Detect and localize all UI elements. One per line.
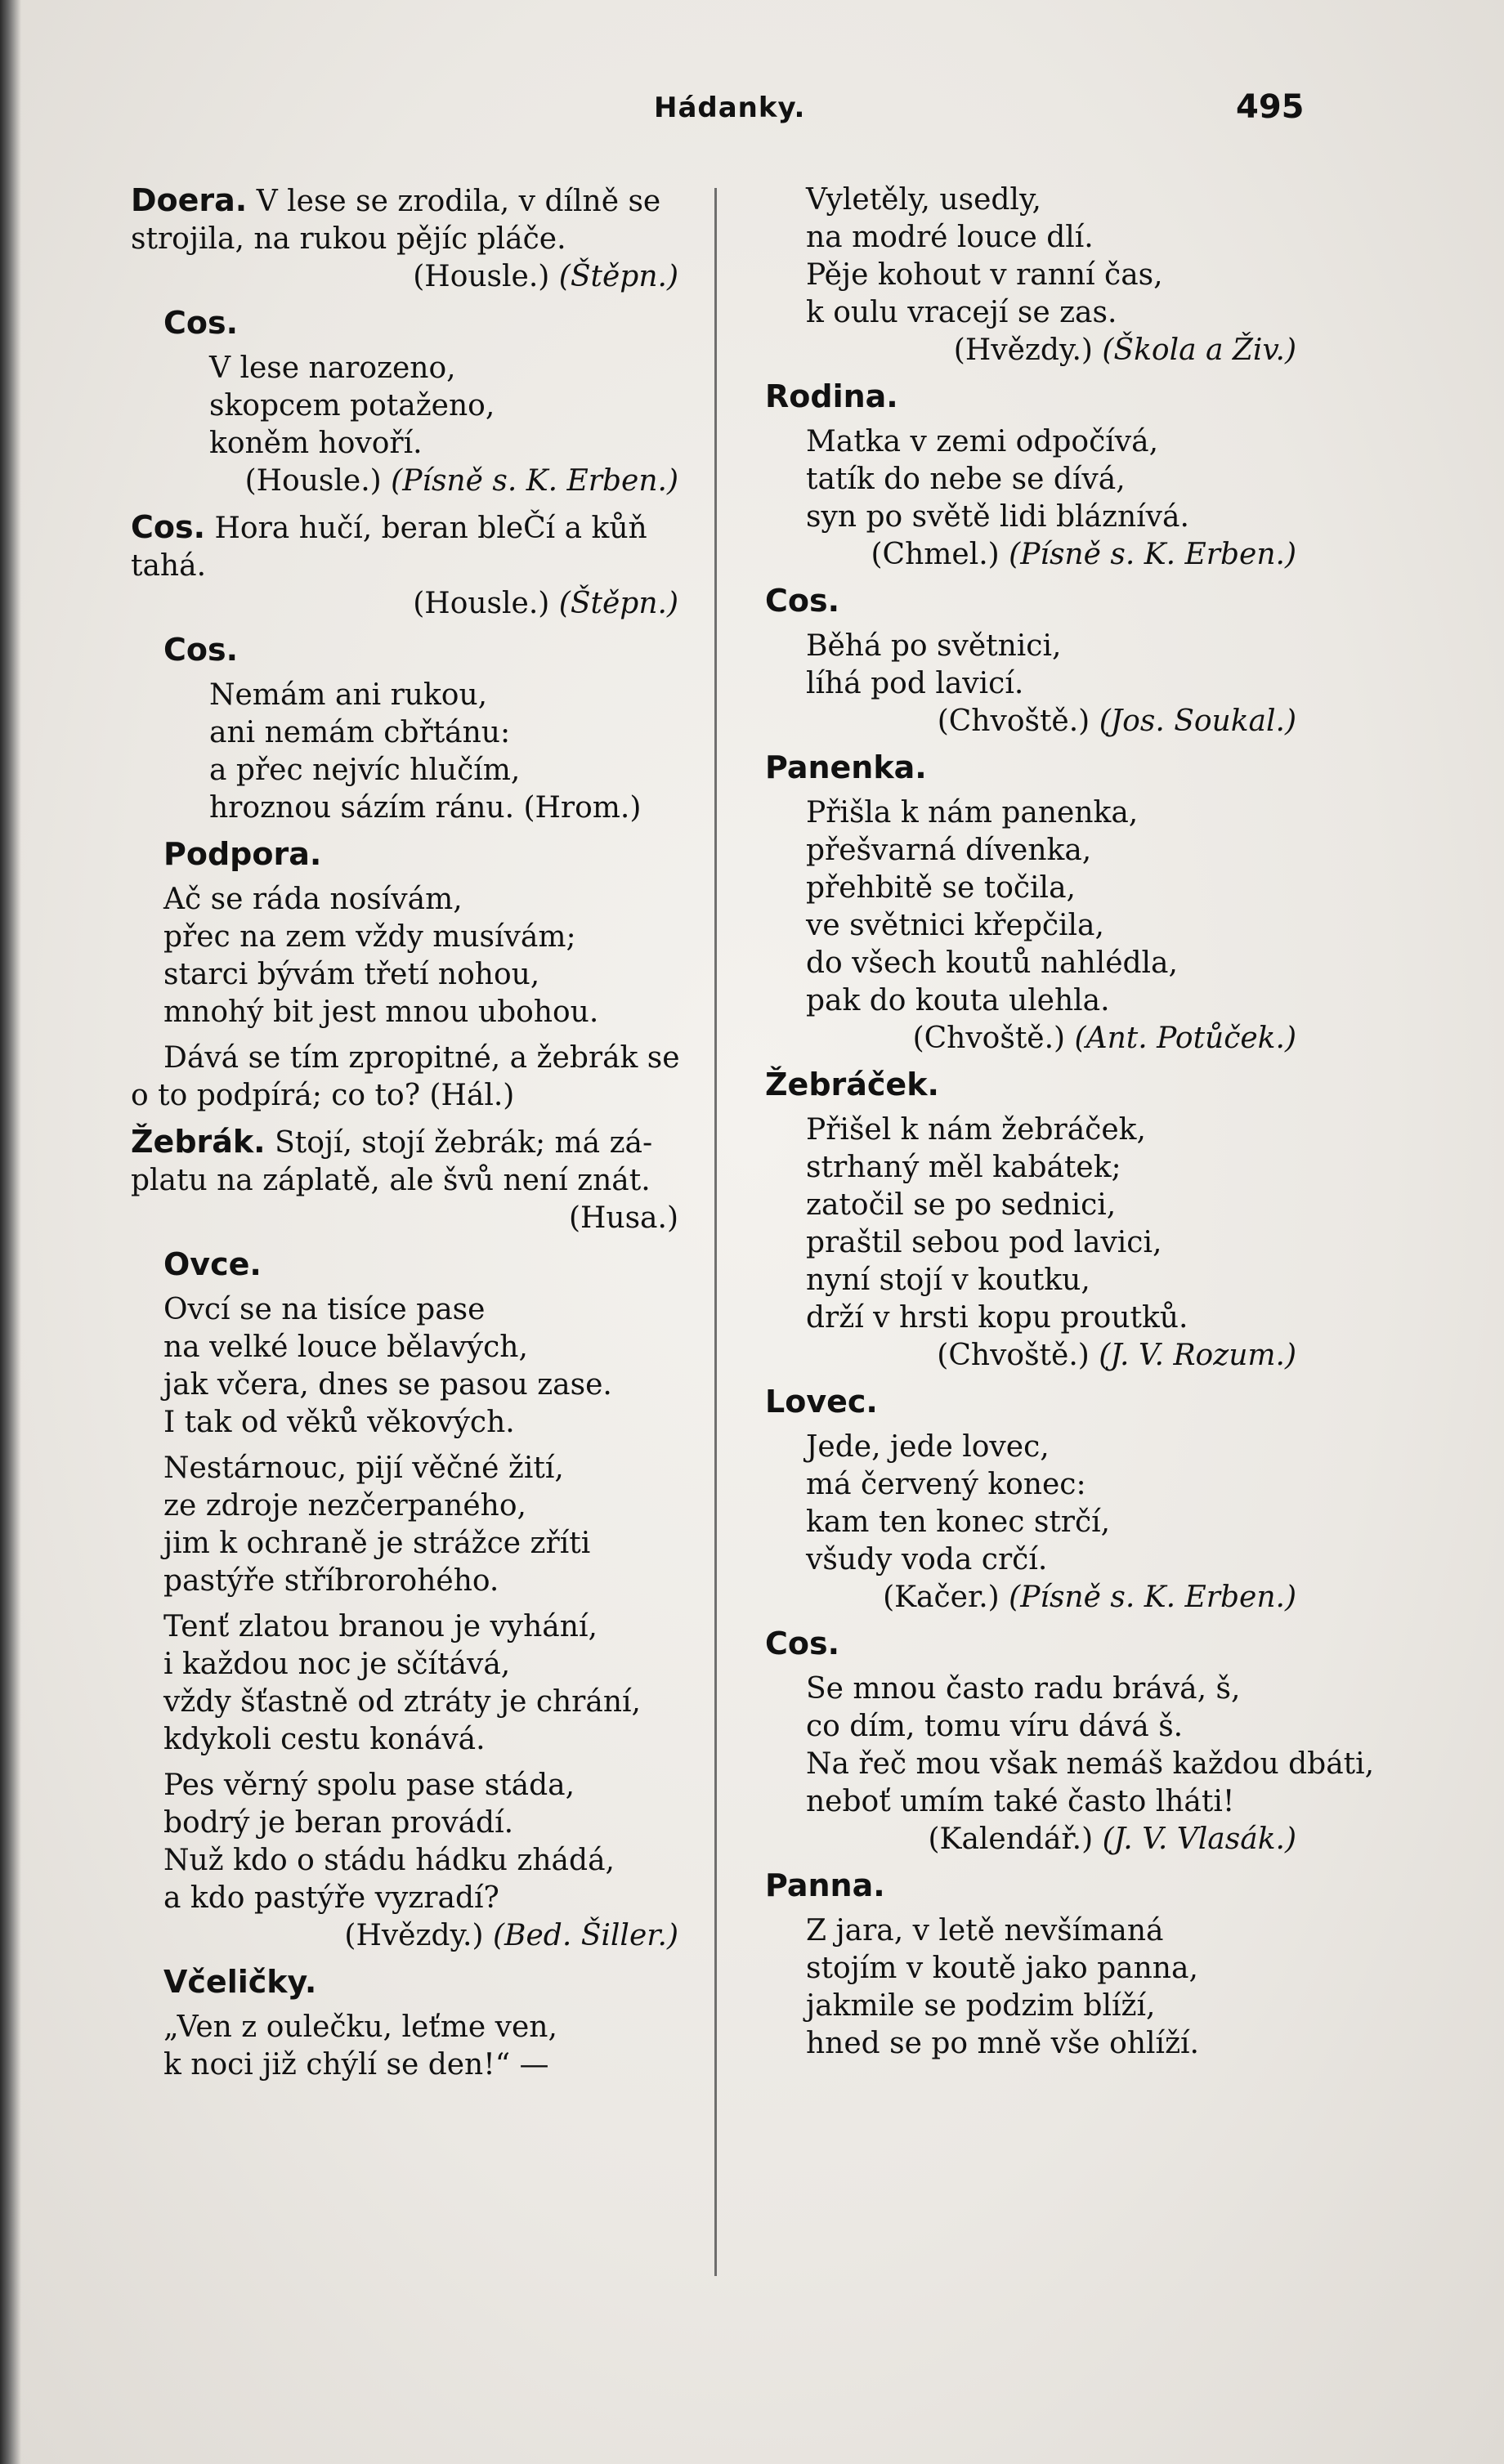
page-edge-shadow (0, 0, 21, 2464)
verse-line: skopcem potaženo, (209, 389, 495, 423)
riddle-answer: (Housle.) (413, 260, 550, 293)
riddle-title: Žebrák. (131, 1124, 266, 1160)
verse-line: Tenť zlatou branou je vyhání, (163, 1610, 598, 1643)
verse-line: Pes věrný spolu pase stáda, (163, 1769, 575, 1802)
verse-line: přešvarná dívenka, (806, 834, 1092, 867)
riddle-title: Doera. (131, 182, 248, 218)
riddle-entry (131, 1040, 703, 1115)
riddle-title: Podpora. (163, 836, 322, 872)
source-reference (732, 1020, 1321, 1058)
verse-line: Pěje kohout v ranní čas, (806, 258, 1163, 292)
source-author: (J. V. Rozum.) (1099, 1339, 1296, 1372)
source-author: (Bed. Šiller.) (493, 1919, 678, 1952)
verse-line: jak včera, dnes se pasou zase. (163, 1368, 612, 1402)
verse-line: jim k ochraně je strážce zříti (163, 1527, 591, 1560)
source-author: (J. V. Vlasák.) (1102, 1822, 1296, 1856)
source-author: (Ant. Potůček.) (1074, 1022, 1296, 1055)
riddle-entry (131, 1123, 703, 1237)
verse-line: a přec nejvíc hlučím, (209, 754, 521, 787)
verse-line: všudy voda crčí. (806, 1543, 1048, 1576)
verse-line: Vyletěly, usedly, (806, 183, 1041, 217)
riddle-line: o to podpírá; co to? (Hál.) (131, 1079, 515, 1112)
riddle-entry (732, 628, 1321, 740)
riddle-entry (732, 1625, 1321, 1662)
page-number: 495 (1236, 88, 1305, 126)
verse-line: kam ten konec strčí, (806, 1505, 1111, 1539)
riddle-entry (131, 304, 703, 342)
riddle-entry (131, 631, 703, 669)
source-author: (Škola a Živ.) (1102, 333, 1296, 367)
riddle-entry (131, 350, 703, 500)
verse-line: jakmile se podzim blíží, (806, 1989, 1156, 2023)
verse-line: k noci již chýlí se den!“ — (163, 2048, 549, 2082)
riddle-answer: (Kalendář.) (928, 1822, 1094, 1856)
riddle-entry (131, 1450, 703, 1600)
riddle-answer: (Husa.) (568, 1201, 678, 1235)
verse-line: praštil sebou pod lavici, (806, 1226, 1162, 1259)
riddle-line: platu na záplatě, ale švů není znát. (131, 1164, 651, 1197)
riddle-first-line (131, 1123, 703, 1162)
riddle-answer: (Housle.) (413, 587, 550, 620)
verse-line: líhá pod lavicí. (806, 667, 1024, 700)
riddle-entry (131, 1767, 703, 1955)
verse-line: má červený konec: (806, 1468, 1086, 1501)
verse-line: kdykoli cestu konává. (163, 1723, 486, 1756)
verse-line: na velké louce bělavých, (163, 1330, 528, 1364)
riddle-answer: (Chmel.) (871, 538, 1000, 571)
riddle-entry (131, 1963, 703, 2001)
riddle-title: Lovec. (765, 1384, 878, 1420)
source-reference (131, 585, 703, 623)
riddle-entry (732, 1912, 1321, 2063)
riddle-entry (732, 1429, 1321, 1617)
verse-line: „Ven z oulečku, leťme ven, (163, 2010, 557, 2044)
verse-line: Přišla k nám panenka, (806, 796, 1139, 830)
riddle-entry (732, 794, 1321, 1058)
riddle-entry (732, 423, 1321, 574)
verse-line: Na řeč mou však nemáš každou dbáti, (806, 1747, 1375, 1781)
verse-line: drží v hrsti kopu proutků. (806, 1301, 1188, 1335)
verse-line: starci bývám třetí nohou, (163, 958, 540, 991)
riddle-entry (131, 835, 703, 873)
source-author: (Štěpn.) (558, 260, 678, 293)
source-reference (131, 463, 703, 500)
riddle-entry (131, 181, 703, 296)
verse-line: strhaný měl kabátek; (806, 1151, 1121, 1184)
verse-line: hned se po mně vše ohlíží. (806, 2027, 1199, 2060)
running-header: Hádanky. (654, 92, 806, 124)
source-reference (131, 258, 703, 296)
riddle-entry (732, 1111, 1321, 1375)
verse-line: bodrý je beran provádí. (163, 1806, 514, 1840)
verse-line: neboť umím také často lháti! (806, 1785, 1235, 1818)
riddle-entry (732, 749, 1321, 786)
source-reference (732, 1337, 1321, 1375)
verse-line: Ač se ráda nosívám, (163, 883, 463, 916)
source-author: (Písně s. K. Erben.) (1009, 1581, 1296, 1614)
riddle-answer: (Chvoště.) (937, 1339, 1090, 1372)
source-author: (Písně s. K. Erben.) (1009, 538, 1296, 571)
verse-line: Nestárnouc, pijí věčné žití, (163, 1451, 564, 1485)
verse-line: pak do kouta ulehla. (806, 984, 1110, 1017)
verse-line: ze zdroje nezčerpaného, (163, 1489, 526, 1523)
verse-line: na modré louce dlí. (806, 221, 1094, 254)
riddle-title: Rodina. (765, 378, 898, 414)
verse-line: Jede, jede lovec, (806, 1430, 1050, 1464)
riddle-entry (732, 1066, 1321, 1103)
riddle-text: Stojí, stojí žebrák; má zá- (265, 1126, 653, 1160)
verse-line: stojím v koutě jako panna, (806, 1952, 1198, 1985)
riddle-title: Cos. (163, 305, 239, 341)
verse-line: hroznou sázím ránu. (Hrom.) (209, 791, 642, 825)
verse-line: k oulu vracejí se zas. (806, 296, 1117, 329)
riddle-line: tahá. (131, 549, 207, 583)
riddle-title: Ovce. (163, 1246, 262, 1282)
verse-line: Se mnou často radu brává, š, (806, 1672, 1241, 1706)
riddle-title: Panenka. (765, 749, 927, 785)
riddle-first-line (131, 181, 703, 221)
riddle-text: Hora hučí, beran bleČí a kůň (205, 512, 647, 545)
riddle-entry (131, 1245, 703, 1283)
verse-line: V lese narozeno, (209, 351, 456, 385)
verse-line: Nemám ani rukou, (209, 678, 488, 712)
riddle-entry (131, 881, 703, 1031)
verse-line: nyní stojí v koutku, (806, 1263, 1090, 1297)
riddle-entry (732, 378, 1321, 415)
column-divider (714, 188, 717, 2276)
verse-line: ve světnici křepčila, (806, 909, 1104, 942)
riddle-entry (732, 1670, 1375, 1858)
riddle-title: Cos. (163, 632, 239, 668)
verse-line: vždy šťastně od ztráty je chrání, (163, 1685, 641, 1719)
verse-line: Z jara, v letě nevšímaná (806, 1914, 1164, 1947)
riddle-answer: (Housle.) (244, 464, 382, 498)
left-column (131, 181, 703, 2092)
source-reference (732, 536, 1321, 574)
verse-line: syn po světě lidi bláznívá. (806, 500, 1189, 534)
verse-line: tatík do nebe se dívá, (806, 463, 1126, 496)
verse-line: I tak od věků věkových. (163, 1406, 515, 1439)
source-reference (732, 1579, 1321, 1617)
riddle-entry (131, 2009, 703, 2084)
riddle-title: Včeličky. (163, 1964, 317, 2000)
verse-line: i každou noc je sčítává, (163, 1648, 511, 1681)
verse-line: zatočil se po sednici, (806, 1188, 1117, 1222)
source-reference (131, 1200, 703, 1237)
riddle-entry (131, 508, 703, 623)
verse-line: Ovcí se na tisíce pase (163, 1293, 486, 1326)
riddle-line: strojila, na rukou pějíc pláče. (131, 222, 566, 256)
verse-line: přec na zem vždy musívám; (163, 920, 576, 954)
source-reference (732, 1821, 1321, 1858)
riddle-title: Žebráček. (765, 1067, 939, 1102)
riddle-title: Cos. (765, 1626, 840, 1661)
riddle-entry (131, 1291, 703, 1442)
riddle-line: Dává se tím zpropitné, a žebrák se (163, 1041, 680, 1075)
riddle-entry (732, 1383, 1321, 1420)
riddle-text: V lese se zrodila, v dílně se (247, 185, 661, 218)
riddle-answer: (Chvoště.) (912, 1022, 1066, 1055)
riddle-answer: (Hvězdy.) (953, 333, 1093, 367)
source-author: (Písně s. K. Erben.) (391, 464, 678, 498)
riddle-first-line (131, 508, 703, 548)
verse-line: Nuž kdo o stádu hádku zhádá, (163, 1844, 615, 1877)
verse-line: Přišel k nám žebráček, (806, 1113, 1146, 1147)
source-reference (732, 332, 1321, 369)
source-reference (131, 1917, 703, 1955)
source-author: (Jos. Soukal.) (1099, 704, 1296, 738)
riddle-answer: (Hvězdy.) (344, 1919, 484, 1952)
verse-line: a kdo pastýře vyzradí? (163, 1881, 499, 1915)
riddle-answer: (Kačer.) (883, 1581, 1000, 1614)
verse-line: pastýře stříbrorohého. (163, 1564, 499, 1598)
riddle-answer: (Chvoště.) (937, 704, 1090, 738)
riddle-entry (732, 582, 1321, 619)
riddle-entry (732, 181, 1321, 369)
riddle-title: Panna. (765, 1867, 885, 1903)
riddle-entry (131, 1608, 703, 1759)
verse-line: mnohý bit jest mnou ubohou. (163, 995, 599, 1029)
verse-line: co dím, tomu víru dává š. (806, 1710, 1184, 1743)
riddle-title: Cos. (131, 509, 206, 545)
verse-line: koněm hovoří. (209, 427, 423, 460)
verse-line: ani nemám cbřtánu: (209, 716, 511, 749)
verse-line: přehbitě se točila, (806, 871, 1076, 905)
right-column (732, 181, 1375, 2071)
verse-line: Matka v zemi odpočívá, (806, 425, 1159, 458)
riddle-title: Cos. (765, 583, 840, 619)
source-author: (Štěpn.) (558, 587, 678, 620)
verse-line: do všech koutů nahlédla, (806, 946, 1178, 980)
riddle-entry (131, 677, 703, 827)
verse-line: Běhá po světnici, (806, 629, 1062, 663)
source-reference (732, 703, 1321, 740)
riddle-entry (732, 1867, 1321, 1904)
